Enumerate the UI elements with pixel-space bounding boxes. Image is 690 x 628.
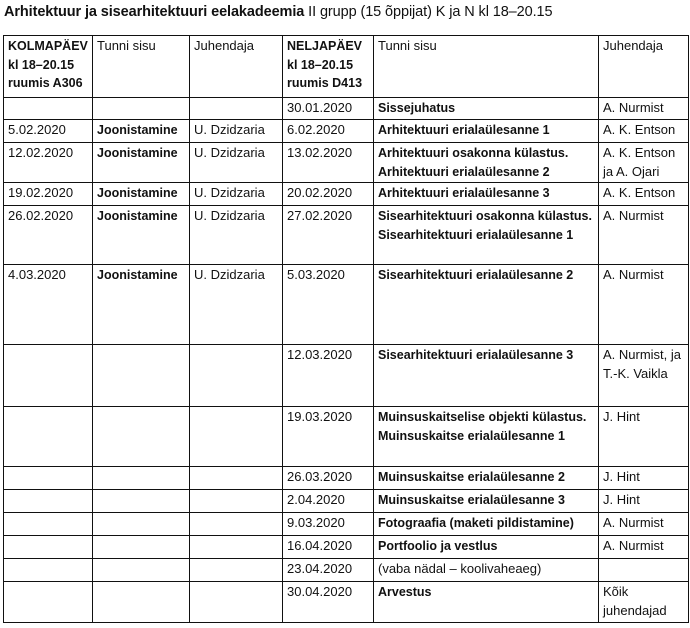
thu-date-cell: 19.03.2020 [283, 407, 374, 467]
wed-instructor-cell [190, 98, 283, 120]
thu-instructor-cell: J. Hint [599, 407, 689, 467]
wed-instructor-cell: U. Dzidzaria [190, 206, 283, 265]
header-thu-instructor: Juhendaja [599, 36, 689, 98]
thu-date-cell: 23.04.2020 [283, 559, 374, 582]
header-wed-instructor: Juhendaja [190, 36, 283, 98]
thu-content-cell: (vaba nädal – koolivaheaeg) [374, 559, 599, 582]
table-row [4, 265, 689, 345]
table-row [4, 183, 689, 206]
header-thu-content: Tunni sisu [374, 36, 599, 98]
wed-content-cell: Joonistamine [93, 143, 190, 183]
title-bold: Arhitektuur ja sisearhitektuuri eelakadeemia [4, 4, 305, 20]
header-thu-day: NELJAPÄEV [287, 39, 363, 53]
thu-content-cell: Arhitektuuri osakonna külastus. Arhitektuuri erialaülesanne 2 [374, 143, 599, 183]
header-wed-room: ruumis A306 [8, 76, 83, 90]
table-row [4, 582, 689, 623]
table-row [4, 407, 689, 467]
wed-date-cell: 26.02.2020 [4, 206, 93, 265]
table-row [4, 467, 689, 490]
header-thu-time: kl 18–20.15 [287, 57, 354, 72]
thu-instructor-cell: A. Nurmist [599, 513, 689, 536]
thu-date-cell: 27.02.2020 [283, 206, 374, 265]
table-row [4, 206, 689, 265]
schedule-table [3, 35, 689, 623]
wed-content-cell [93, 559, 190, 582]
thu-content-cell: Sissejuhatus [374, 98, 599, 120]
wed-date-cell [4, 467, 93, 490]
wed-content-cell: Joonistamine [93, 183, 190, 206]
thu-date-cell: 2.04.2020 [283, 490, 374, 513]
wed-content-cell [93, 345, 190, 407]
header-thursday [283, 36, 374, 98]
thu-content-cell: Sisearhitektuuri osakonna külastus. Sisearhitektuuri erialaülesanne 1 [374, 206, 599, 265]
thu-date-cell: 13.02.2020 [283, 143, 374, 183]
wed-instructor-cell [190, 467, 283, 490]
table-row [4, 98, 689, 120]
thu-instructor-cell: A. Nurmist [599, 536, 689, 559]
wed-content-cell [93, 407, 190, 467]
wed-content-cell [93, 467, 190, 490]
wed-content-cell: Joonistamine [93, 206, 190, 265]
thu-instructor-cell: A. Nurmist, ja T.-K. Vaikla [599, 345, 689, 407]
thu-content-cell: Fotograafia (maketi pildistamine) [374, 513, 599, 536]
thu-content-cell: Muinsuskaitse erialaülesanne 3 [374, 490, 599, 513]
wed-instructor-cell [190, 345, 283, 407]
document-title [4, 2, 552, 22]
thu-date-cell: 26.03.2020 [283, 467, 374, 490]
wed-content-cell [93, 536, 190, 559]
thu-instructor-cell: A. Nurmist [599, 265, 689, 345]
thu-instructor-cell: A. K. Entson [599, 183, 689, 206]
wed-instructor-cell [190, 559, 283, 582]
table-row [4, 536, 689, 559]
thu-content-cell: Muinsuskaitse erialaülesanne 2 [374, 467, 599, 490]
wed-date-cell: 19.02.2020 [4, 183, 93, 206]
header-wed-day: KOLMAPÄEV [8, 39, 88, 53]
thu-instructor-cell: A. K. Entson [599, 120, 689, 143]
wed-date-cell [4, 582, 93, 623]
thu-date-cell: 30.04.2020 [283, 582, 374, 623]
header-wed-time: kl 18–20.15 [8, 57, 75, 72]
thu-instructor-cell: A. K. Entson ja A. Ojari [599, 143, 689, 183]
table-row [4, 345, 689, 407]
thu-instructor-cell: J. Hint [599, 490, 689, 513]
table-row [4, 120, 689, 143]
wed-date-cell [4, 513, 93, 536]
header-thu-room: ruumis D413 [287, 76, 363, 90]
wed-content-cell: Joonistamine [93, 120, 190, 143]
header-wed-content: Tunni sisu [93, 36, 190, 98]
wed-content-cell [93, 98, 190, 120]
thu-content-cell: Arvestus [374, 582, 599, 623]
thu-content-cell: Sisearhitektuuri erialaülesanne 2 [374, 265, 599, 345]
wed-date-cell [4, 98, 93, 120]
wed-date-cell [4, 345, 93, 407]
thu-content-cell: Sisearhitektuuri erialaülesanne 3 [374, 345, 599, 407]
thu-date-cell: 16.04.2020 [283, 536, 374, 559]
thu-instructor-cell: J. Hint [599, 467, 689, 490]
wed-date-cell [4, 407, 93, 467]
thu-date-cell: 20.02.2020 [283, 183, 374, 206]
title-rest: II grupp (15 õppijat) K ja N kl 18–20.15 [304, 4, 553, 20]
wed-instructor-cell [190, 490, 283, 513]
table-row [4, 490, 689, 513]
wed-date-cell: 5.02.2020 [4, 120, 93, 143]
thu-date-cell: 6.02.2020 [283, 120, 374, 143]
wed-date-cell [4, 536, 93, 559]
wed-instructor-cell: U. Dzidzaria [190, 265, 283, 345]
thu-instructor-cell [599, 559, 689, 582]
thu-content-cell: Portfoolio ja vestlus [374, 536, 599, 559]
table-row [4, 513, 689, 536]
header-row [4, 36, 689, 98]
header-wednesday [4, 36, 93, 98]
wed-instructor-cell: U. Dzidzaria [190, 120, 283, 143]
thu-date-cell: 30.01.2020 [283, 98, 374, 120]
wed-date-cell: 12.02.2020 [4, 143, 93, 183]
wed-content-cell [93, 490, 190, 513]
thu-content-cell: Arhitektuuri erialaülesanne 1 [374, 120, 599, 143]
wed-content-cell: Joonistamine [93, 265, 190, 345]
table-row [4, 559, 689, 582]
wed-instructor-cell [190, 407, 283, 467]
thu-instructor-cell: Kõik juhendajad [599, 582, 689, 623]
thu-date-cell: 12.03.2020 [283, 345, 374, 407]
thu-content-cell: Muinsuskaitselise objekti külastus. Muinsuskaitse erialaülesanne 1 [374, 407, 599, 467]
wed-instructor-cell: U. Dzidzaria [190, 143, 283, 183]
wed-content-cell [93, 513, 190, 536]
wed-instructor-cell: U. Dzidzaria [190, 183, 283, 206]
wed-instructor-cell [190, 582, 283, 623]
wed-date-cell: 4.03.2020 [4, 265, 93, 345]
thu-instructor-cell: A. Nurmist [599, 98, 689, 120]
table-row [4, 143, 689, 183]
wed-instructor-cell [190, 513, 283, 536]
wed-date-cell [4, 559, 93, 582]
wed-instructor-cell [190, 536, 283, 559]
wed-date-cell [4, 490, 93, 513]
thu-instructor-cell: A. Nurmist [599, 206, 689, 265]
thu-date-cell: 9.03.2020 [283, 513, 374, 536]
wed-content-cell [93, 582, 190, 623]
thu-content-cell: Arhitektuuri erialaülesanne 3 [374, 183, 599, 206]
thu-date-cell: 5.03.2020 [283, 265, 374, 345]
